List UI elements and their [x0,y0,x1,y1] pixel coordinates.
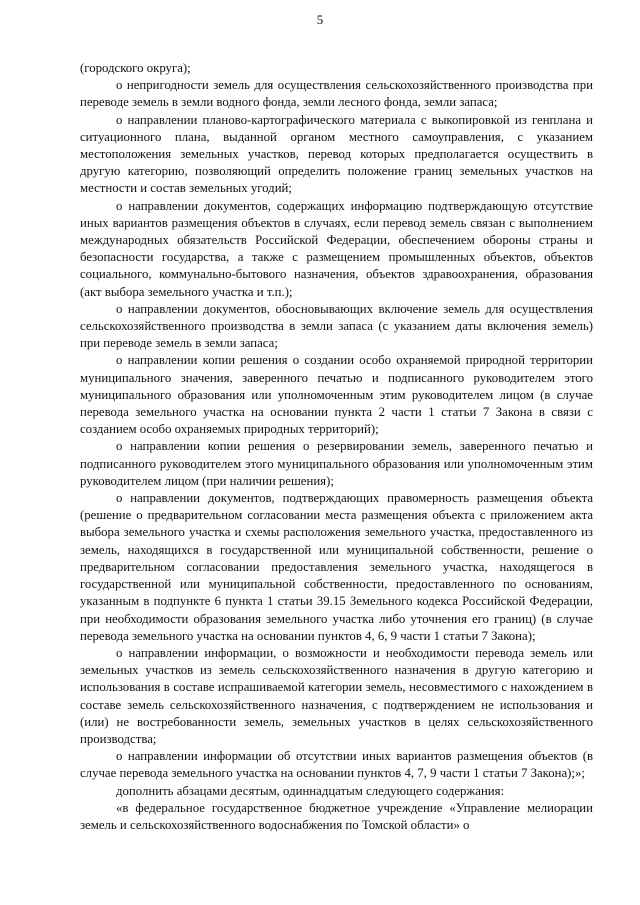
paragraph: о направлении документов, обосновывающих включение земель для осуществления сельскохозяйственного производства в земли запаса (с указанием даты включения земель) при переводе земель в земли запаса; [80,301,593,351]
paragraph: дополнить абзацами десятым, одиннадцатым следующего содержания: [116,783,505,798]
page-number: 5 [316,12,324,27]
paragraph: о направлении копии решения о создании особо охраняемой природной территории муниципального значения, заверенного печатью и подписанного руководителем этого муниципального образования или уполномоченным этим руководителем лицом (в случае перевода земельного участка на основании пункта 2 части 1 статьи 7 Закона в связи с созданием особо охраняемых природных территорий); [80,353,593,437]
paragraph: о направлении копии решения о резервировании земель, заверенного печатью и подписанного руководителем этого муниципального образования или уполномоченным этим руководителем лицом (при наличии решения); [80,439,593,488]
paragraph: о направлении планово-картографического материала с выкопировкой из генплана и ситуационного плана, выданной органом местного самоуправления, с указанием местоположения земельных участков, перевод которых предполагается осуществить в другую категорию, позволяющий определить положение границ земельных участков на местности и состав земельных угодий; [80,112,593,196]
paragraph: (городского округа); [80,61,191,75]
paragraph: о направлении документов, подтверждающих правомерность размещения объекта (решение о предварительном согласовании места размещения объекта с приложением акта выбора земельного участка и схемы расположения земельного участка, предоставленного из земель, находящихся в государственной или муниципальной собственности, решение о предварительном согласовании предоставления земельного участка, находящегося в государственной или муниципальной собственности, предоставленного по основаниям, указанным в подпункте 6 пункта 1 статьи 39.15 Земельного кодекса Российской Федерации, при необходимости образования земельного участка либо уточнения его границ) (в случае перевода земельного участка на основании пунктов 4, 6, 9 части 1 статьи 7 Закона); [80,491,593,643]
paragraph: о направлении документов, содержащих информацию подтверждающую отсутствие иных вариантов размещения объектов в случаях, если перевод земель связан с выполнением международных обязательств Российской Федерации, обеспечением обороны страны и безопасности государства, а также с размещением промышленных объектов, объектов социального, коммунально-бытового назначения, объектов здравоохранения, образования (акт выбора земельного участка и т.п.); [80,198,593,299]
document-body [80,60,593,834]
paragraph: о направлении информации об отсутствии иных вариантов размещения объектов (в случае перевода земельного участка на основании пунктов 4, 7, 9 части 1 статьи 7 Закона);»; [80,749,593,781]
paragraph: о направлении информации, о возможности и необходимости перевода земель или земельных участков из земель сельскохозяйственного назначения в другую категорию и использования в составе испрашиваемой категории земель, несовместимого с нахождением в составе земель сельскохозяйственного назначения, с подтверждением не использования и (или) не востребованности земель, земельных участков в целях сельскохозяйственного производства; [80,645,593,746]
paragraph: «в федеральное государственное бюджетное учреждение «Управление мелиорации земель и сельскохозяйственного водоснабжения по Томской области» о [80,800,593,832]
paragraph: о непригодности земель для осуществления сельскохозяйственного производства при переводе земель в земли водного фонда, земли лесного фонда, земли запаса; [80,78,593,110]
